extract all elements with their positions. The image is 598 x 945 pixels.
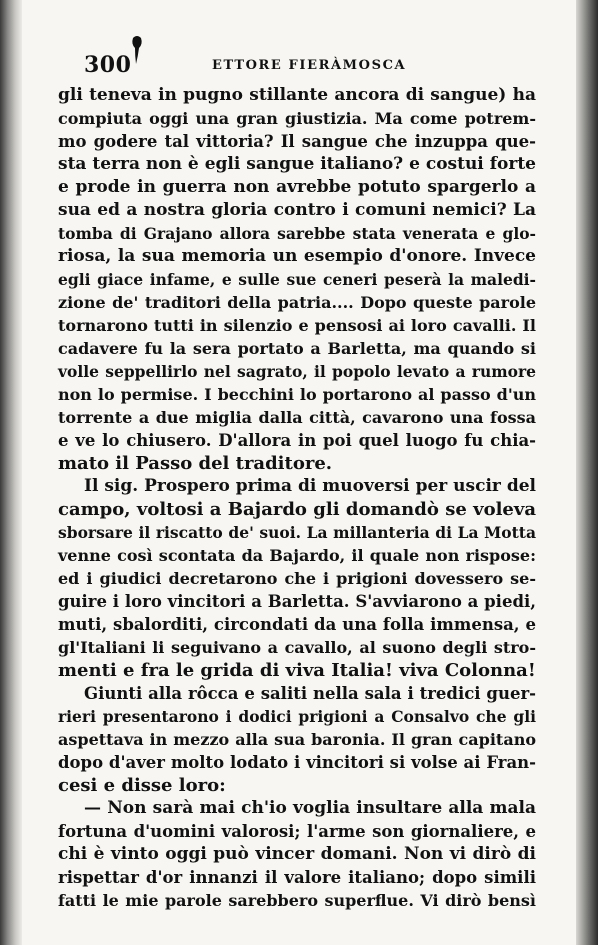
text-line: muti, sbalorditi, circondati da una folla immensa, e xyxy=(58,615,536,634)
text-line: venne così scontata da Bajardo, il quale non rispose: xyxy=(58,546,536,565)
text-line: tornarono tutti in silenzio e pensosi ai loro cavalli. Il xyxy=(58,316,536,335)
text-line: torrente a due miglia dalla città, cavarono una fossa xyxy=(58,408,536,427)
text-line: menti e fra le grida di viva Italia! viva Colonna! xyxy=(58,660,536,681)
text-line: sta terra non è egli sangue italiano? e costui forte xyxy=(58,154,536,174)
text-line: mo godere tal vittoria? Il sangue che inzuppa que- xyxy=(58,132,536,151)
text-line: non lo permise. I becchini lo portarono al passo d'un xyxy=(58,385,536,404)
text-line: sborsare il riscatto de' suoi. La millanteria di La Motta xyxy=(58,523,536,542)
text-line: zione de' traditori della patria.... Dopo queste parole xyxy=(58,293,536,312)
text-line: Il sig. Prospero prima di muoversi per uscir del xyxy=(84,476,536,496)
text-line: gli teneva in pugno stillante ancora di sangue) ha xyxy=(58,85,536,105)
text-line: gl'Italiani li seguivano a cavallo, al suono degli stro- xyxy=(58,638,536,657)
text-line: mato il Passo del traditore. xyxy=(58,453,333,474)
text-line: dopo d'aver molto lodato i vincitori si volse ai Fran- xyxy=(58,753,536,772)
text-line: volle seppellirlo nel sagrato, il popolo levato a rumore xyxy=(58,362,536,381)
body-text xyxy=(58,84,536,912)
text-line: chi è vinto oggi può vincer domani. Non vi dirò di xyxy=(58,844,536,864)
running-title: ETTORE FIERÀMOSCA xyxy=(212,58,407,73)
page-number: 300 xyxy=(84,52,132,78)
page-header xyxy=(84,52,544,82)
text-line: campo, voltosi a Bajardo gli domandò se voleva xyxy=(58,499,536,520)
text-line: riosa, la sua memoria un esempio d'onore. Invece xyxy=(58,246,536,266)
text-line: e prode in guerra non avrebbe potuto spargerlo a xyxy=(58,177,536,197)
text-line: compiuta oggi una gran giustizia. Ma come potrem- xyxy=(58,109,536,128)
text-line: rispettar d'or innanzi il valore italiano; dopo simili xyxy=(58,868,536,887)
text-line: fatti le mie parole sarebbero superflue. Vi dirò bensì xyxy=(58,891,536,910)
text-line: guire i loro vincitori a Barletta. S'avviarono a piedi, xyxy=(58,592,536,611)
text-line: egli giace infame, e sulle sue ceneri peserà la maledi- xyxy=(58,270,536,289)
text-line: rieri presentarono i dodici prigioni a Consalvo che gli xyxy=(58,707,536,726)
text-line: Giunti alla rôcca e saliti nella sala i tredici guer- xyxy=(84,684,536,703)
text-line: cadavere fu la sera portato a Barletta, ma quando si xyxy=(58,339,536,358)
text-line: sua ed a nostra gloria contro i comuni nemici? La xyxy=(58,200,536,220)
text-line: aspettava in mezzo alla sua baronia. Il gran capitano xyxy=(58,730,536,749)
text-line: cesi e disse loro: xyxy=(58,775,226,796)
text-line: tomba di Grajano allora sarebbe stata venerata e glo- xyxy=(58,224,536,243)
page-edge-shadow xyxy=(576,0,598,945)
text-line: e ve lo chiusero. D'allora in poi quel luogo fu chia- xyxy=(58,431,536,450)
ink-blot-mark xyxy=(130,34,144,66)
page-gutter-shadow xyxy=(0,0,22,945)
text-line: — Non sarà mai ch'io voglia insultare alla mala xyxy=(84,798,536,818)
text-line: fortuna d'uomini valorosi; l'arme son giornaliere, e xyxy=(58,822,536,841)
text-line: ed i giudici decretarono che i prigioni dovessero se- xyxy=(58,569,536,588)
